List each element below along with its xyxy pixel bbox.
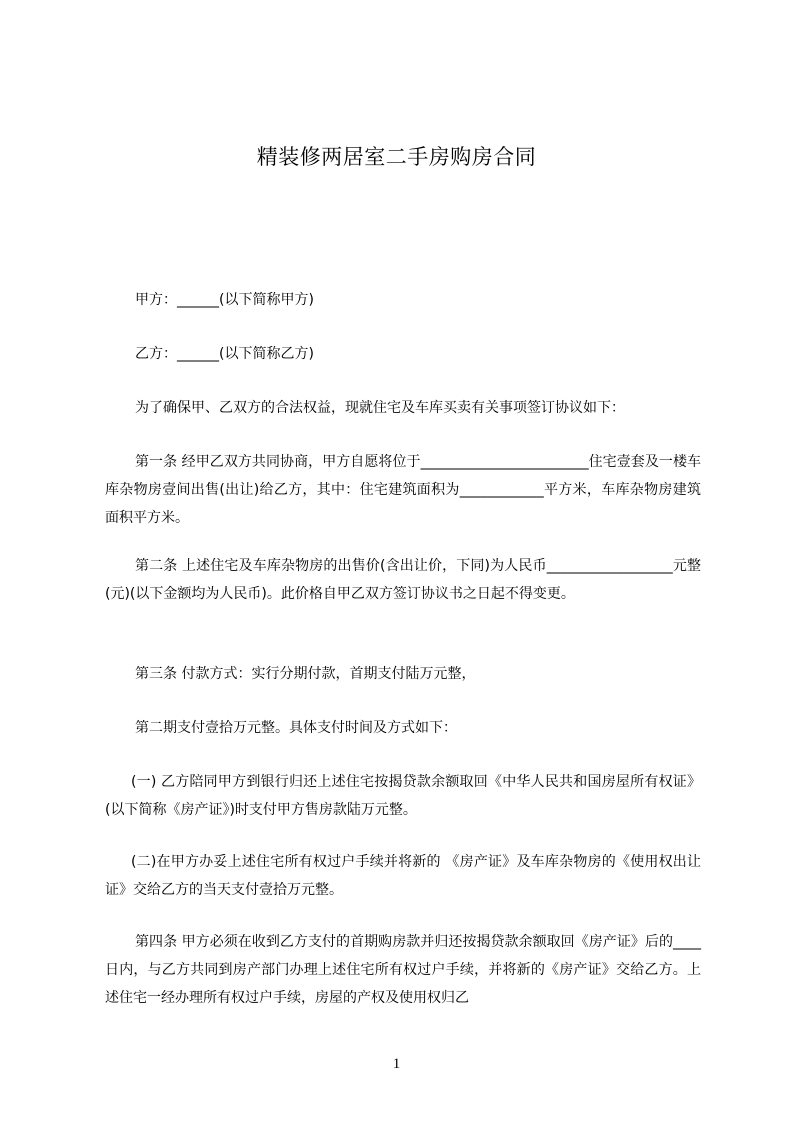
article-3-continuation: 第二期支付壹拾万元整。具体支付时间及方式如下： [135,720,457,736]
article-1-paragraph: 第一条 经甲乙双方共同协商，甲方自愿将位于________________________住宅壹套及一楼车库杂物房壹间出售(出让)给乙方，其中：住宅建筑面积为____________平方米，车库杂物房建筑面积平方米。 [105,454,701,526]
page-number: 1 [392,1056,401,1072]
clause-1-paragraph: (一) 乙方陪同甲方到银行归还上述住宅按揭贷款余额取回《中华人民共和国房屋所有权证》(以下简称《房产证》)时支付甲方售房款陆万元整。 [105,774,701,818]
article-4-paragraph: 第四条 甲方必须在收到乙方支付的首期购房款并归还按揭贷款余额取回《房产证》后的____日内，与乙方共同到房产部门办理上述住宅所有权过户手续，并将新的《房产证》交给乙方。上述住宅一经办理所有权过户手续，房屋的产权及使用权归乙 [105,934,701,1006]
document-title: 精装修两居室二手房购房合同 [256,145,537,169]
article-2-paragraph: 第二条 上述住宅及车库杂物房的出售价(含出让价，下同)为人民币__________________元整(元)(以下金额均为人民币)。此价格自甲乙双方签订协议书之日起不得变更。 [105,558,701,602]
intro-paragraph: 为了确保甲、乙双方的合法权益，现就住宅及车库买卖有关事项签订协议如下： [135,400,625,416]
party-a-line: 甲方：______(以下简称甲方) [135,292,314,308]
party-b-line: 乙方：______(以下简称乙方) [135,346,314,362]
clause-2-paragraph: (二)在甲方办妥上述住宅所有权过户手续并将新的 《房产证》及车库杂物房的《使用权出让证》交给乙方的当天支付壹拾万元整。 [105,854,701,898]
article-3-paragraph: 第三条 付款方式：实行分期付款，首期支付陆万元整， [135,666,476,682]
